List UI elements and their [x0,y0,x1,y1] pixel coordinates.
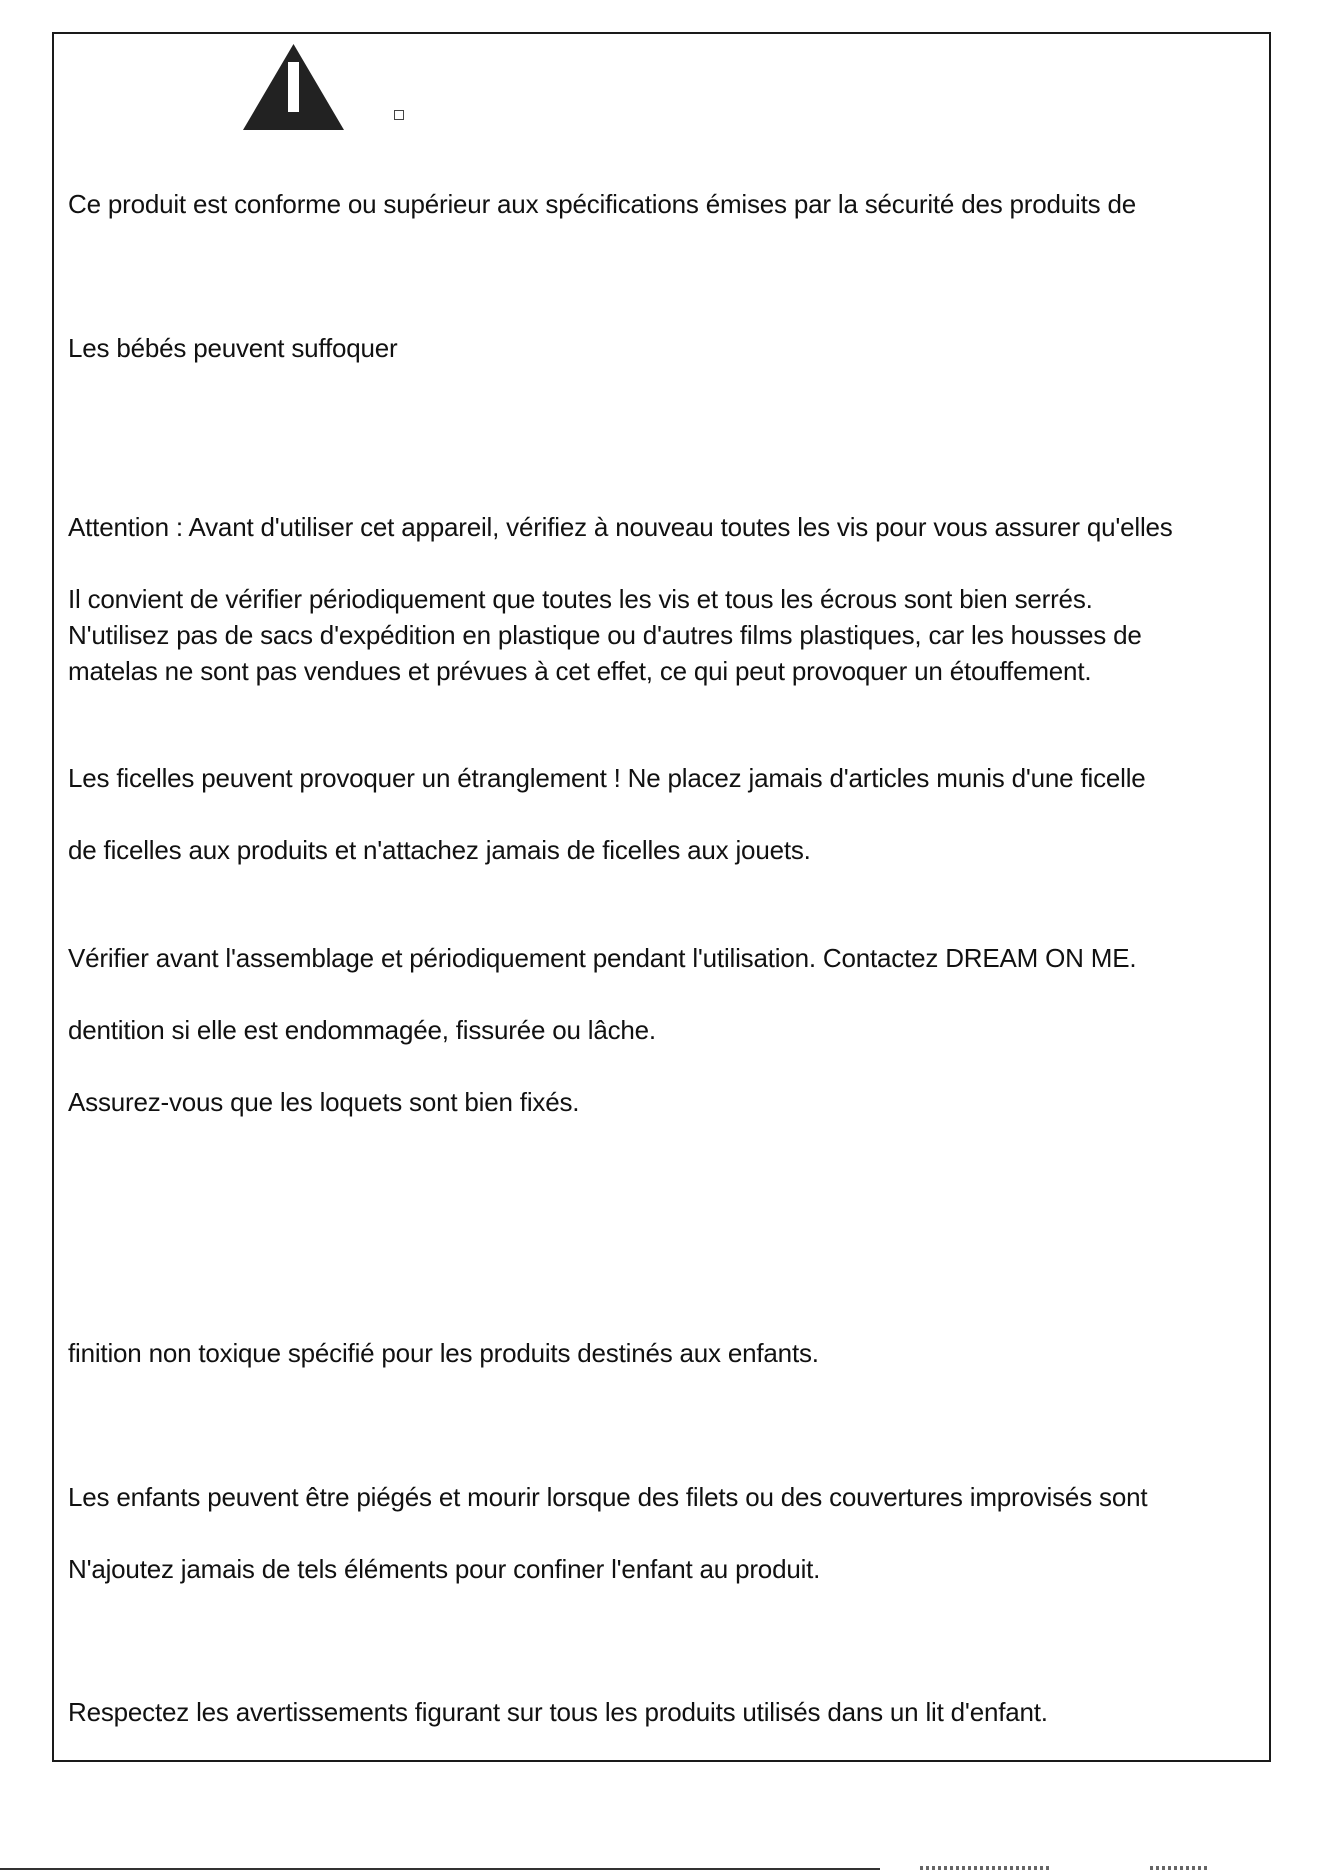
checkbox-square-icon [394,110,404,120]
finish-text: finition non toxique spécifié pour les produits destinés aux enfants. [68,1338,819,1368]
conformity-text: Ce produit est conforme ou supérieur aux spécifications émises par la sécurité des produits de [68,189,1136,219]
footer-rule [0,1868,880,1870]
teething-text: dentition si elle est endommagée, fissurée ou lâche. [68,1015,656,1045]
footer-mark [920,1866,1050,1870]
footer-mark [1150,1866,1210,1870]
strings-text: de ficelles aux produits et n'attachez jamais de ficelles aux jouets. [68,835,811,865]
attention-text: Attention : Avant d'utiliser cet appareil, vérifiez à nouveau toutes les vis pour vous assurer qu'elles [68,512,1173,542]
entrapment-text: Les enfants peuvent être piégés et mourir lorsque des filets ou des couvertures improvisés sont [68,1482,1148,1512]
suffocation-heading: Les bébés peuvent suffoquer [68,333,398,363]
check-assembly-text: Vérifier avant l'assemblage et périodiquement pendant l'utilisation. Contactez DREAM ON ME. [68,943,1137,973]
screws-bags-paragraph [68,581,1142,689]
paragraph-line: matelas ne sont pas vendues et prévues à cet effet, ce qui peut provoquer un étouffement. [68,656,1092,686]
respect-warnings-text: Respectez les avertissements figurant sur tous les produits utilisés dans un lit d'enfant. [68,1697,1048,1727]
warning-triangle-icon [243,44,344,130]
latches-text: Assurez-vous que les loquets sont bien fixés. [68,1087,580,1117]
paragraph-line: Il convient de vérifier périodiquement que toutes les vis et tous les écrous sont bien serrés. [68,584,1093,614]
never-add-text: N'ajoutez jamais de tels éléments pour confiner l'enfant au produit. [68,1554,821,1584]
strangulation-text: Les ficelles peuvent provoquer un étranglement ! Ne placez jamais d'articles munis d'une ficelle [68,763,1146,793]
paragraph-line: N'utilisez pas de sacs d'expédition en plastique ou d'autres films plastiques, car les housses de [68,620,1142,650]
